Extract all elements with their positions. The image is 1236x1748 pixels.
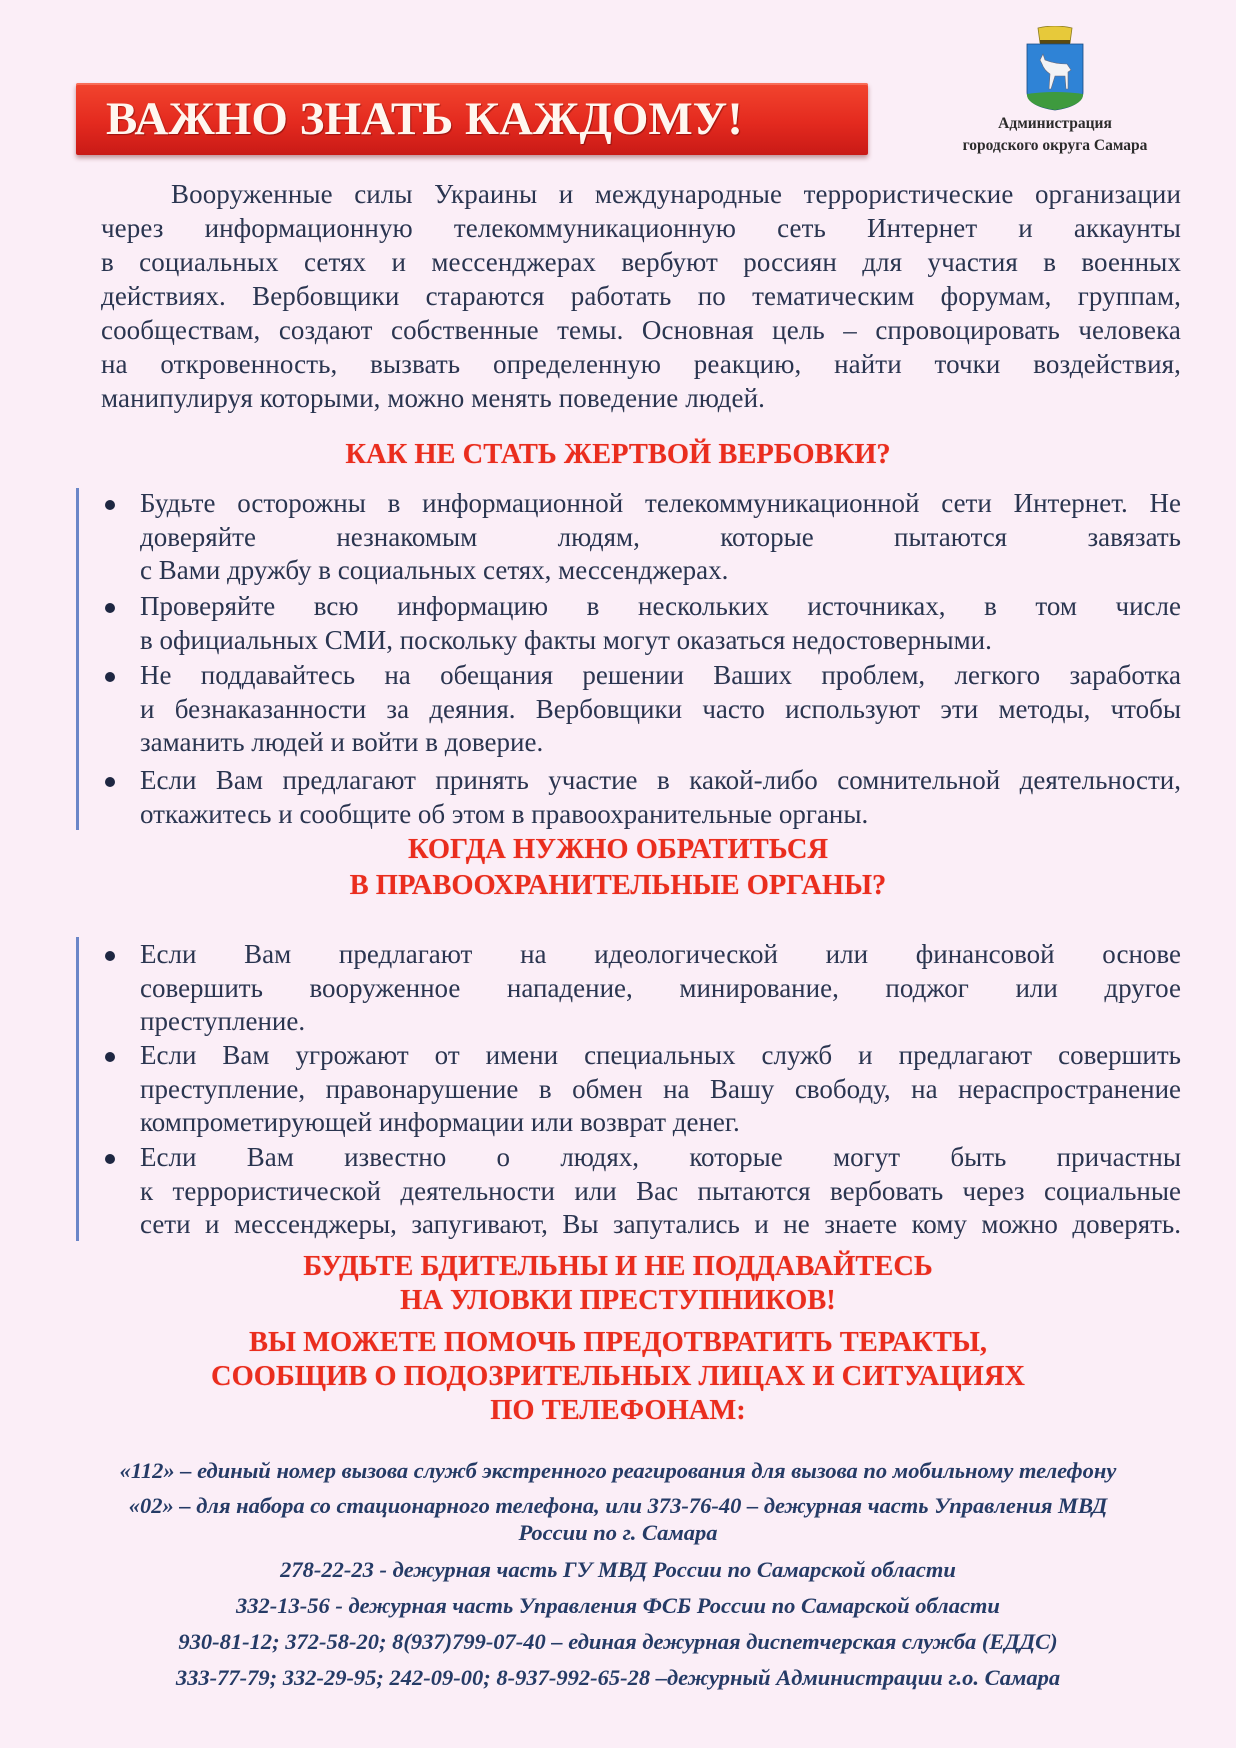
warning-line2: НА УЛОВКИ ПРЕСТУПНИКОВ!: [400, 1285, 836, 1316]
item-line: Если Вам известно о людях, которые могут быть причастны: [140, 1142, 1181, 1172]
help-line3: ПО ТЕЛЕФОНАМ:: [490, 1395, 746, 1426]
section2-heading-line1: КОГДА НУЖНО ОБРАТИТЬСЯ: [407, 834, 829, 865]
phone-line: России по г. Самара: [518, 1520, 718, 1545]
item-line: заманить людей и войти в доверие.: [140, 727, 544, 757]
item-line: сети и мессенджеры, запугивают, Вы запутались и не знаете кому можно доверять.: [140, 1209, 1181, 1239]
item-line: доверяйте незнакомым людям, которые пытаются завязать: [140, 521, 1181, 552]
bullet-icon: [105, 672, 115, 682]
intro-line: действиях. Вербовщики стараются работать по тематическим форумам, группам,: [101, 281, 1181, 311]
section1-heading: КАК НЕ СТАТЬ ЖЕРТВОЙ ВЕРБОВКИ?: [345, 439, 891, 470]
title-banner: [76, 83, 868, 155]
intro-line: в социальных сетях и мессенджерах вербуют россиян для участия в военных: [101, 247, 1181, 277]
item-line: Будьте осторожны в информационной телекоммуникационной сети Интернет. Не: [140, 488, 1181, 518]
page-title: ВАЖНО ЗНАТЬ КАЖДОМУ!: [106, 93, 743, 145]
bullet-icon: [105, 500, 115, 510]
section2-accent-line: [76, 937, 79, 1241]
section1-accent-line: [76, 488, 79, 830]
help-line2: СООБЩИВ О ПОДОЗРИТЕЛЬНЫХ ЛИЦАХ И СИТУАЦИЯХ: [210, 1361, 1026, 1392]
item-line: откажитесь и сообщите об этом в правоохранительные органы.: [140, 798, 869, 829]
phone-line: 930-81-12; 372-58-20; 8(937)799-07-40 – единая дежурная диспетчерская служба (ЕДДС): [178, 1629, 1058, 1654]
bullet-icon: [105, 1052, 115, 1062]
phone-line: 333-77-79; 332-29-95; 242-09-00; 8-937-992-65-28 –дежурный Администрации г.о. Самара: [175, 1665, 1061, 1690]
help-line1: ВЫ МОЖЕТЕ ПОМОЧЬ ПРЕДОТВРАТИТЬ ТЕРАКТЫ,: [249, 1327, 987, 1358]
item-line: совершить вооруженное нападение, минирование, поджог или другое: [140, 972, 1181, 1003]
item-line: компрометирующей информации или возврат денег.: [140, 1107, 740, 1137]
phone-line: «02» – для набора со стационарного телефона, или 373-76-40 – дежурная часть Управления МВД: [128, 1493, 1108, 1518]
phone-line: 278-22-23 - дежурная часть ГУ МВД России по Самарской области: [280, 1557, 956, 1582]
item-line: Проверяйте всю информацию в нескольких источниках, в том числе: [140, 591, 1181, 621]
item-line: преступление, правонарушение в обмен на Вашу свободу, на нераспространение: [140, 1073, 1181, 1104]
intro-paragraph: [101, 177, 1181, 415]
intro-line: через информационную телекоммуникационную сеть Интернет и аккаунты: [101, 213, 1181, 243]
item-line: Если Вам угрожают от имени специальных служб и предлагают совершить: [140, 1040, 1181, 1070]
bullet-icon: [105, 603, 115, 613]
warning-line1: БУДЬТЕ БДИТЕЛЬНЫ И НЕ ПОДДАВАЙТЕСЬ: [303, 1251, 933, 1282]
intro-line: на откровенность, вызвать определенную реакцию, найти точки воздействия,: [101, 349, 1181, 379]
item-line: и безнаказанности за деяния. Вербовщики часто используют эти методы, чтобы: [140, 693, 1181, 724]
item-line: преступление.: [140, 1006, 306, 1036]
samara-coat-of-arms-icon: [1025, 26, 1085, 112]
section2-heading-line2: В ПРАВООХРАНИТЕЛЬНЫЕ ОРГАНЫ?: [349, 870, 887, 901]
intro-line: сообществам, создают собственные темы. Основная цель – спровоцировать человека: [101, 315, 1181, 345]
intro-line: Вооруженные силы Украины и международные террористические организации: [171, 179, 1181, 209]
phone-line: «112» – единый номер вызова служб экстренного реагирования для вызова по мобильному телефону: [119, 1458, 1117, 1483]
phone-line: 332-13-56 - дежурная часть Управления ФСБ России по Самарской области: [236, 1593, 1000, 1618]
org-name-line2: городского округа Самара: [962, 137, 1148, 154]
item-line: в официальных СМИ, поскольку факты могут оказаться недостоверными.: [140, 624, 992, 655]
bullet-icon: [105, 951, 115, 961]
item-line: Если Вам предлагают принять участие в какой-либо сомнительной деятельности,: [140, 765, 1181, 795]
item-line: Не поддавайтесь на обещания решении Ваших проблем, легкого заработка: [140, 660, 1181, 690]
item-line: с Вами дружбу в социальных сетях, мессенджерах.: [140, 555, 729, 585]
item-line: к террористической деятельности или Вас пытаются вербовать через социальные: [140, 1175, 1181, 1206]
bullet-icon: [105, 1154, 115, 1164]
intro-line: манипулируя которыми, можно менять поведение людей.: [101, 383, 766, 413]
org-name-line1: Администрация: [998, 115, 1112, 132]
bullet-icon: [105, 777, 115, 787]
item-line: Если Вам предлагают на идеологической или финансовой основе: [140, 939, 1181, 969]
